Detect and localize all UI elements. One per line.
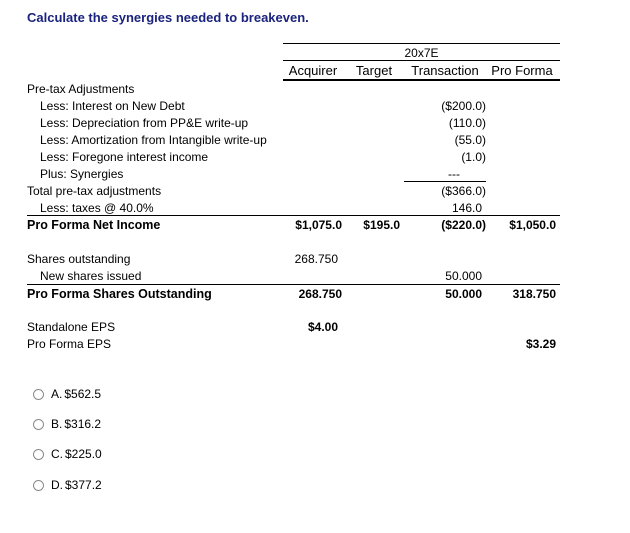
header-top-rule [283,43,560,44]
standalone-eps-label: Standalone EPS [27,320,116,334]
taxes-label: Less: taxes @ 40.0% [40,201,154,215]
net-income-transaction: ($220.0) [441,218,486,232]
year-header: 20x7E [404,46,439,60]
choice-a[interactable] [33,386,101,402]
question-text: Calculate the synergies needed to breakeven. [27,10,309,25]
pretax-heading: Pre-tax Adjustments [27,82,135,96]
amortization-transaction: (55.0) [454,133,486,147]
new-shares-label: New shares issued [40,269,142,283]
choice-b[interactable] [33,416,101,432]
pf-shares-label: Pro Forma Shares Outstanding [27,287,212,301]
net-income-pro-forma: $1,050.0 [509,218,556,232]
header-bottom-rule [283,79,560,81]
choice-a-text: $562.5 [64,387,102,401]
radio-d[interactable] [33,480,44,491]
shares-outstanding-acquirer: 268.750 [294,252,338,266]
col-header-pro-forma: Pro Forma [491,63,553,78]
total-transaction: ($366.0) [441,184,486,198]
taxes-transaction: 146.0 [451,201,482,215]
net-income-target: $195.0 [363,218,400,232]
interest-label: Less: Interest on New Debt [40,99,185,113]
pf-shares-pro-forma: 318.750 [512,287,556,301]
depreciation-transaction: (110.0) [448,116,486,130]
foregone-label: Less: Foregone interest income [40,150,209,164]
choice-a-letter: A. [51,387,63,401]
radio-a[interactable] [33,389,44,400]
col-header-transaction: Transaction [411,63,479,78]
year-rule [283,60,560,61]
amortization-label: Less: Amortization from Intangible write-up [40,133,267,147]
net-income-label: Pro Forma Net Income [27,218,161,232]
choice-d[interactable] [33,477,102,493]
new-shares-transaction: 50.000 [445,269,482,283]
shares-outstanding-label: Shares outstanding [27,252,131,266]
col-header-acquirer: Acquirer [288,63,338,78]
shares-rule [27,284,560,285]
pf-shares-acquirer: 268.750 [298,287,342,301]
synergies-transaction: --- [448,167,460,181]
synergies-label: Plus: Synergies [40,167,124,181]
choice-b-letter: B. [51,417,63,431]
total-label: Total pre-tax adjustments [27,184,162,198]
choice-c-text: $225.0 [65,447,102,461]
depreciation-label: Less: Depreciation from PP&E write-up [40,116,249,130]
choice-c[interactable] [33,446,102,462]
foregone-transaction: (1.0) [461,150,486,164]
net-income-top-rule [27,215,560,216]
pf-eps-pro-forma: $3.29 [525,337,556,351]
pf-shares-transaction: 50.000 [445,287,482,301]
choice-b-text: $316.2 [64,417,102,431]
standalone-eps-acquirer: $4.00 [307,320,338,334]
synergies-rule [404,181,486,182]
interest-transaction: ($200.0) [441,99,486,113]
radio-b[interactable] [33,419,44,430]
pf-eps-label: Pro Forma EPS [27,337,112,351]
net-income-acquirer: $1,075.0 [295,218,342,232]
col-header-target: Target [355,63,393,78]
choice-d-text: $377.2 [65,478,102,492]
choice-d-letter: D. [51,478,63,492]
radio-c[interactable] [33,449,44,460]
choice-c-letter: C. [51,447,63,461]
